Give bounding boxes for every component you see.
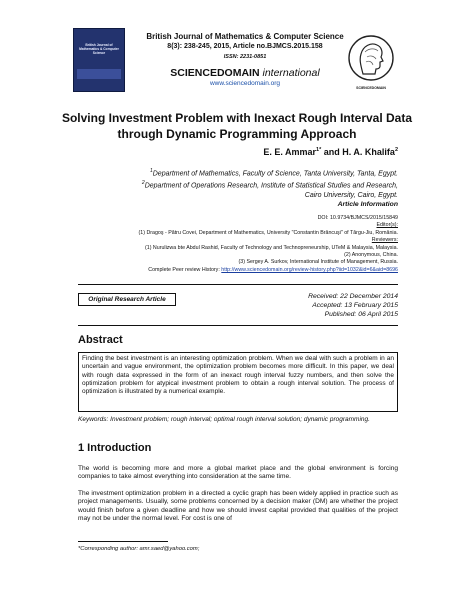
article-type-badge: Original Research Article	[78, 293, 176, 306]
doi: DOI: 10.9734/BJMCS/2015/15849	[317, 215, 398, 221]
author-affiliations: $^1$Department of Mathematics, Faculty of Science, Tanta University, Tanta, Egypt. $^2$Department of Operations Research, Institute of Statistical Studies and Research, Cairo University, Cairo, Egypt.	[141, 168, 398, 199]
publisher-logo	[345, 30, 397, 92]
cover-text: British Journal of Mathematics & Computer Science	[79, 43, 119, 55]
head-profile-icon	[345, 30, 397, 86]
keywords-label: Keywords:	[78, 416, 109, 423]
introduction-heading: 1 Introduction	[78, 442, 152, 454]
received-date: Received: 22 December 2014	[308, 293, 398, 300]
journal-volume: 8(3): 238-245, 2015, Article no.BJMCS.2015.158	[167, 43, 323, 50]
reviewer-2: (2) Anonymous, China.	[344, 252, 398, 259]
reviewer-1: (1) Nurulizwa bte Abdul Rashid, Faculty of Technology and Technopreneurship, UTeM & Malaysia, Malaysia.	[144, 244, 398, 251]
keywords	[78, 416, 398, 424]
publisher-name: SCIENCEDOMAIN international	[170, 67, 320, 79]
abstract-heading: Abstract	[78, 334, 123, 346]
journal-cover-image	[73, 28, 125, 92]
keywords-text: Investment problem; rough interval; optimal rough interval solution; dynamic programming.	[110, 416, 370, 423]
published-date: Published: 06 April 2015	[324, 310, 398, 318]
review-history: Complete Peer review History: http://www.sciencedomain.org/review-history.php?iid=1032&id=6&aid=8696	[148, 266, 398, 273]
corresponding-author-footnote: *Corresponding author: amr.saed@yahoo.com;	[78, 546, 200, 552]
abstract-box	[78, 352, 398, 412]
footnote-divider	[78, 541, 168, 542]
intro-paragraph-2: The investment optimization problem in a directed a cyclic graph has been widely applied in practice such as project managements. Usually, some problems concerned by a decision maker (DM) are whether the project would finish before a given deadline and how we should invest capital provided that qualities of the project may not be under the normal level. For cost is one of	[78, 490, 398, 523]
journal-issn: ISSN: 2231-0851	[223, 54, 267, 60]
editors-label: Editor(s):	[376, 222, 398, 229]
divider-top	[78, 284, 398, 285]
review-history-link[interactable]: http://www.sciencedomain.org/review-history.php?iid=1032&id=6&aid=8696	[221, 266, 398, 273]
abstract-text: Finding the best investment is an interesting optimization problem. When we deal with such a problem in an uncertain and vague environment, the optimization problem becomes more difficult. In this paper, we deal with rough data expressed in the form of an inexact rough interval fuzzy numbers, and then solve the optimization problem for atypical investment problem to obtain a rough interval solution. The process of optimization is illustrated by a numerical example.	[82, 355, 394, 396]
article-information-block	[78, 215, 398, 274]
reviewer-3: (3) Sergey A. Surkov, International Institute of Management, Russia.	[238, 259, 398, 266]
publisher-website-link[interactable]: www.sciencedomain.org	[209, 80, 281, 87]
article-title: Solving Investment Problem with Inexact Rough Interval Data through Dynamic Programming Approach	[61, 111, 413, 141]
reviewers-label: Reviewers:	[371, 237, 398, 244]
logo-label: SCIENCEDOMAIN	[356, 86, 386, 90]
article-information-heading: Article Information	[337, 201, 398, 208]
journal-title: British Journal of Mathematics & Computer Science	[146, 32, 344, 41]
divider-bottom	[78, 325, 398, 326]
editor-1: (1) Dragoş - Pătru Covei, Department of Mathematics, University "Constantin Brâncuşi" of Târgu-Jiu, România.	[138, 229, 398, 236]
intro-paragraph-1: The world is becoming more and more a global market place and the global environment is forcing companies to take almost everything into consideration at the same time.	[78, 465, 398, 481]
article-dates	[260, 293, 398, 319]
accepted-date: Accepted: 13 February 2015	[312, 301, 398, 309]
cover-band	[77, 69, 121, 79]
article-authors: E. E. Ammar$^{1*}$ and H. A. Khalifa$^2$	[263, 147, 398, 157]
